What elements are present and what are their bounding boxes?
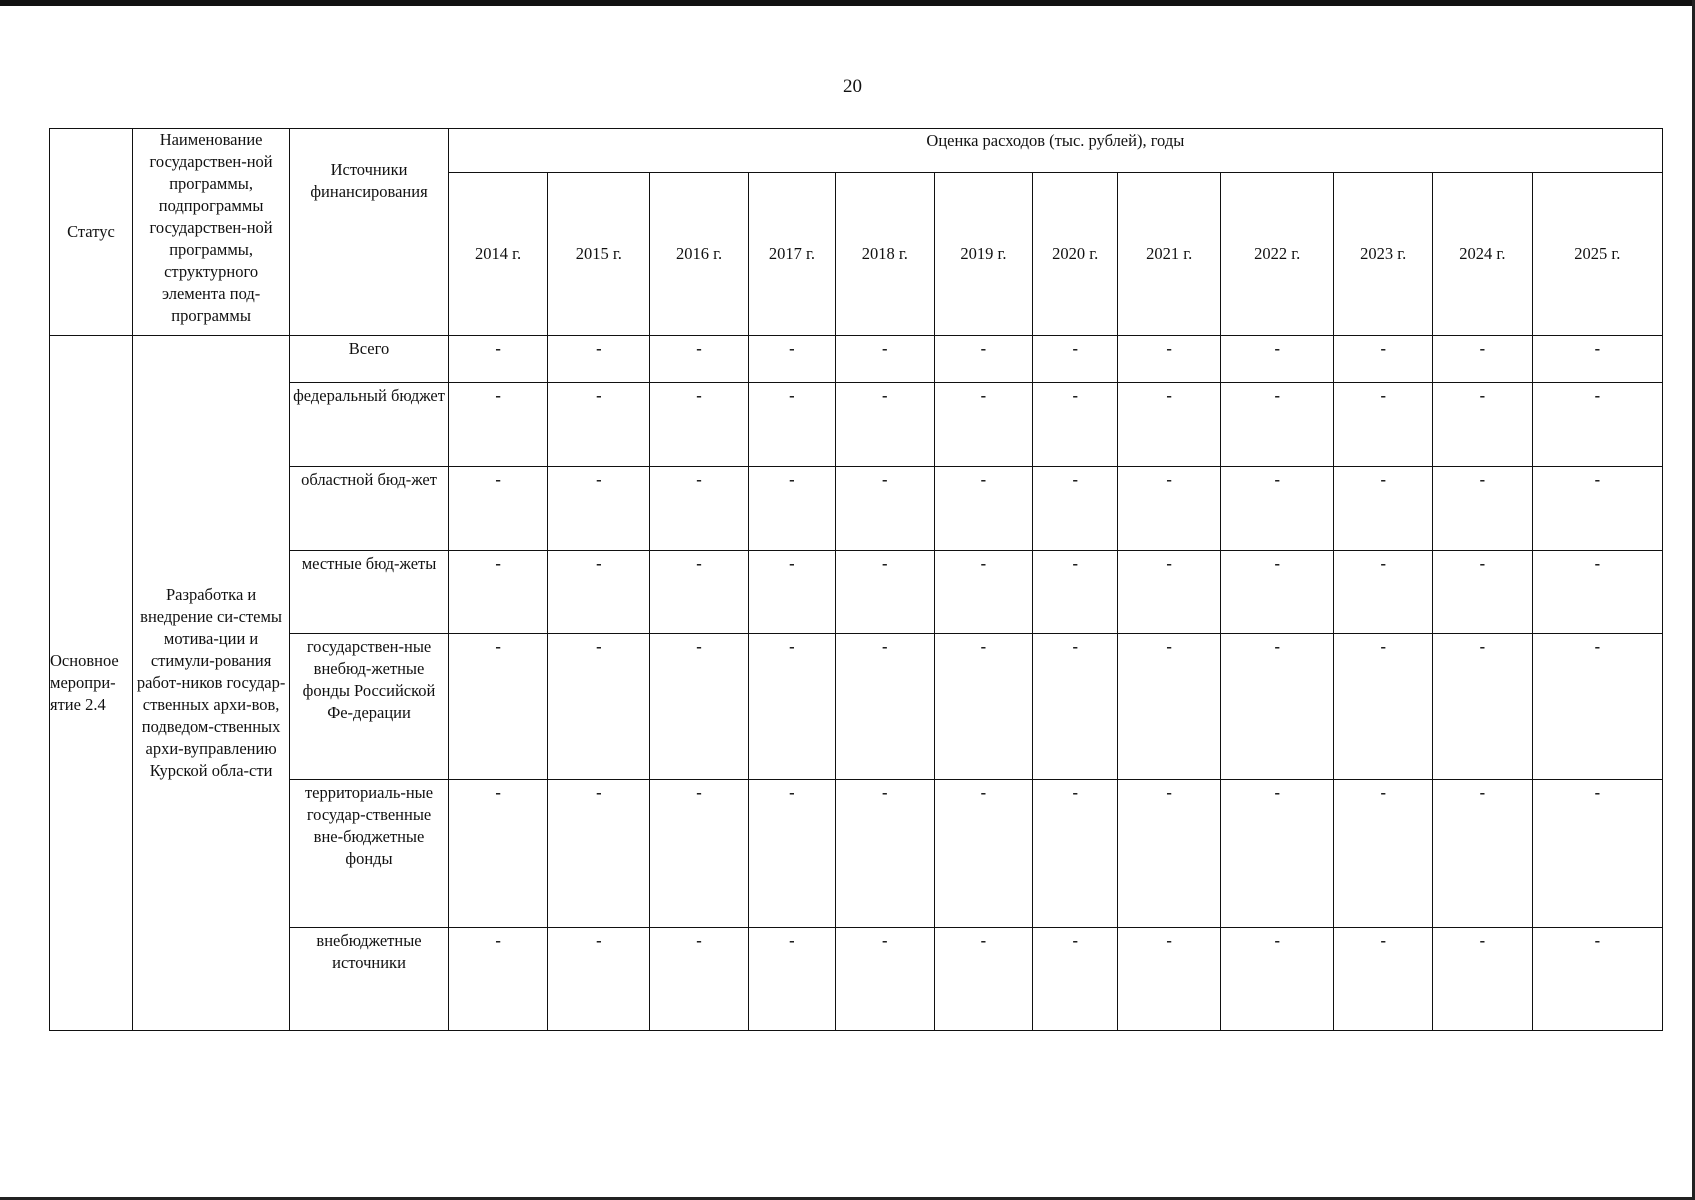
value-cell: - — [1532, 634, 1662, 780]
value-cell: - — [1033, 467, 1118, 551]
value-cell: - — [1221, 551, 1334, 634]
value-cell: - — [1532, 780, 1662, 928]
value-cell: - — [1433, 383, 1533, 467]
value-cell: - — [1118, 780, 1221, 928]
value-cell: - — [1334, 336, 1433, 383]
value-cell: - — [1118, 634, 1221, 780]
value-cell: - — [1033, 383, 1118, 467]
value-cell: - — [835, 467, 934, 551]
header-row-top — [50, 129, 1663, 173]
value-cell: - — [650, 383, 749, 467]
value-cell: - — [1334, 467, 1433, 551]
value-cell: - — [1433, 634, 1533, 780]
value-cell: - — [1221, 383, 1334, 467]
value-cell: - — [1334, 928, 1433, 1031]
value-cell: - — [548, 928, 650, 1031]
table-row — [50, 467, 1663, 551]
value-cell: - — [1532, 551, 1662, 634]
value-cell: - — [1118, 467, 1221, 551]
header-year-3: 2017 г. — [748, 173, 835, 336]
value-cell: - — [934, 780, 1033, 928]
scan-border-top — [0, 0, 1695, 6]
value-cell: - — [748, 928, 835, 1031]
table-row — [50, 780, 1663, 928]
source-cell: областной бюд-жет — [290, 467, 448, 551]
source-cell: Всего — [290, 336, 448, 383]
value-cell: - — [1334, 780, 1433, 928]
value-cell: - — [835, 928, 934, 1031]
value-cell: - — [548, 336, 650, 383]
value-cell: - — [1118, 928, 1221, 1031]
value-cell: - — [448, 336, 548, 383]
value-cell: - — [1221, 634, 1334, 780]
value-cell: - — [1118, 551, 1221, 634]
table-row — [50, 383, 1663, 467]
header-status: Статус — [50, 129, 133, 336]
value-cell: - — [1221, 467, 1334, 551]
value-cell: - — [934, 551, 1033, 634]
table-row — [50, 336, 1663, 383]
value-cell: - — [1433, 780, 1533, 928]
value-cell: - — [1532, 928, 1662, 1031]
value-cell: - — [650, 780, 749, 928]
value-cell: - — [835, 336, 934, 383]
value-cell: - — [650, 336, 749, 383]
value-cell: - — [1033, 336, 1118, 383]
value-cell: - — [748, 383, 835, 467]
value-cell: - — [748, 336, 835, 383]
value-cell: - — [835, 634, 934, 780]
header-year-8: 2022 г. — [1221, 173, 1334, 336]
value-cell: - — [548, 780, 650, 928]
value-cell: - — [1221, 928, 1334, 1031]
value-cell: - — [1433, 551, 1533, 634]
value-cell: - — [448, 467, 548, 551]
value-cell: - — [1433, 467, 1533, 551]
header-expenses-title: Оценка расходов (тыс. рублей), годы — [448, 129, 1662, 173]
value-cell: - — [1532, 336, 1662, 383]
table-row — [50, 634, 1663, 780]
value-cell: - — [748, 551, 835, 634]
value-cell: - — [1532, 467, 1662, 551]
value-cell: - — [1033, 928, 1118, 1031]
value-cell: - — [1433, 336, 1533, 383]
value-cell: - — [934, 634, 1033, 780]
header-year-0: 2014 г. — [448, 173, 548, 336]
header-year-4: 2018 г. — [835, 173, 934, 336]
value-cell: - — [548, 467, 650, 551]
header-year-1: 2015 г. — [548, 173, 650, 336]
value-cell: - — [650, 928, 749, 1031]
value-cell: - — [650, 551, 749, 634]
header-year-7: 2021 г. — [1118, 173, 1221, 336]
page-number: 20 — [843, 76, 862, 97]
value-cell: - — [1532, 383, 1662, 467]
value-cell: - — [934, 336, 1033, 383]
value-cell: - — [448, 634, 548, 780]
value-cell: - — [1118, 383, 1221, 467]
source-cell: внебюджетные источники — [290, 928, 448, 1031]
header-year-5: 2019 г. — [934, 173, 1033, 336]
value-cell: - — [448, 780, 548, 928]
value-cell: - — [748, 780, 835, 928]
value-cell: - — [548, 383, 650, 467]
table-row — [50, 928, 1663, 1031]
value-cell: - — [1033, 551, 1118, 634]
value-cell: - — [1033, 780, 1118, 928]
budget-table — [49, 128, 1663, 1031]
value-cell: - — [934, 467, 1033, 551]
value-cell: - — [548, 634, 650, 780]
header-year-11: 2025 г. — [1532, 173, 1662, 336]
source-cell: государствен-ные внебюд-жетные фонды Российской Фе-дерации — [290, 634, 448, 780]
value-cell: - — [1334, 383, 1433, 467]
source-cell: территориаль-ные государ-ственные вне-бюджетные фонды — [290, 780, 448, 928]
value-cell: - — [548, 551, 650, 634]
value-cell: - — [835, 780, 934, 928]
header-year-9: 2023 г. — [1334, 173, 1433, 336]
value-cell: - — [1221, 336, 1334, 383]
value-cell: - — [748, 634, 835, 780]
value-cell: - — [1334, 634, 1433, 780]
value-cell: - — [835, 383, 934, 467]
value-cell: - — [1221, 780, 1334, 928]
value-cell: - — [1033, 634, 1118, 780]
table-row — [50, 551, 1663, 634]
header-program-name: Наименование государствен-ной программы, подпрограммы государствен-ной программы, структурного элемента под-программы — [132, 129, 289, 336]
program-name-cell: Разработка и внедрение си-стемы мотива-ции и стимули-рования работ-ников государ-ственных архи-вов, подведом-ственных архи-вуправлению Курской обла-сти — [132, 336, 289, 1031]
value-cell: - — [448, 928, 548, 1031]
status-cell: Основное меропри-ятие 2.4 — [50, 336, 133, 1031]
source-cell: федеральный бюджет — [290, 383, 448, 467]
value-cell: - — [650, 467, 749, 551]
value-cell: - — [934, 383, 1033, 467]
header-year-6: 2020 г. — [1033, 173, 1118, 336]
value-cell: - — [1334, 551, 1433, 634]
value-cell: - — [448, 551, 548, 634]
header-year-2: 2016 г. — [650, 173, 749, 336]
value-cell: - — [650, 634, 749, 780]
value-cell: - — [934, 928, 1033, 1031]
source-cell: местные бюд-жеты — [290, 551, 448, 634]
value-cell: - — [448, 383, 548, 467]
value-cell: - — [1433, 928, 1533, 1031]
value-cell: - — [835, 551, 934, 634]
value-cell: - — [748, 467, 835, 551]
header-sources: Источники финансирования — [290, 129, 448, 336]
value-cell: - — [1118, 336, 1221, 383]
header-year-10: 2024 г. — [1433, 173, 1533, 336]
